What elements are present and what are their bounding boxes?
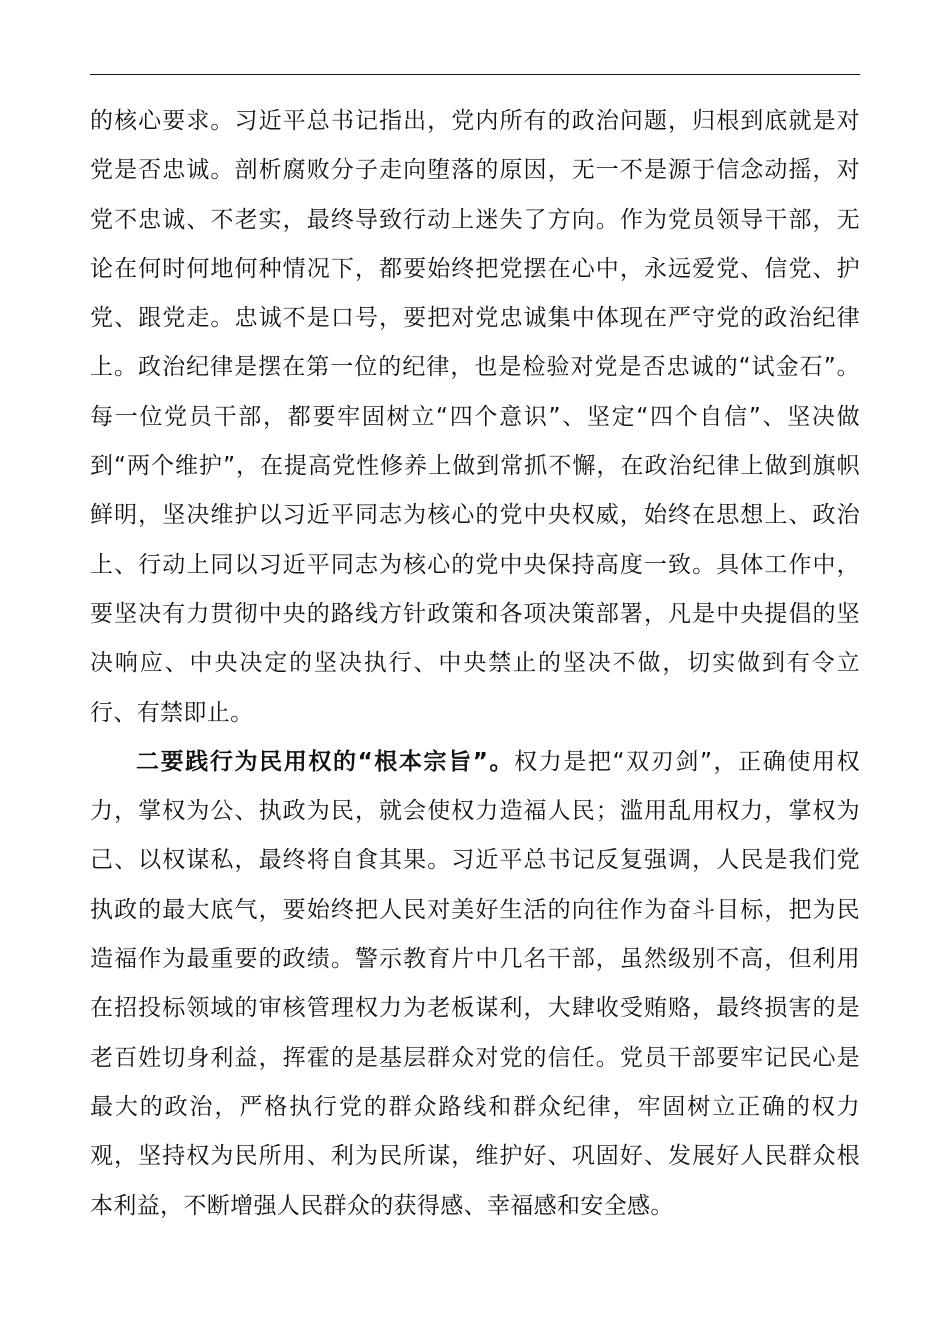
paragraph-1: 的核心要求。习近平总书记指出，党内所有的政治问题，归根到底就是对党是否忠诚。剖析腐败分子走向堕落的原因，无一不是源于信念动摇，对党不忠诚、不老实，最终导致行动上迷失了方向。作为党员领导干部，无论在何时何地何种情况下，都要始终把党摆在心中，永远爱党、信党、护党、跟党走。忠诚不是口号，要把对党忠诚集中体现在严守党的政治纪律上。政治纪律是摆在第一位的纪律，也是检验对党是否忠诚的“试金石”。每一位党员干部，都要牢固树立“四个意识”、坚定“四个自信”、坚决做到“两个维护”，在提高党性修养上做到常抓不懈，在政治纪律上做到旗帜鲜明，坚决维护以习近平同志为核心的党中央权威，始终在思想上、政治上、行动上同以习近平同志为核心的党中央保持高度一致。具体工作中，要坚决有力贯彻中央的路线方针政策和各项决策部署，凡是中央提倡的坚决响应、中央决定的坚决执行、中央禁止的坚决不做，切实做到有令立行、有禁即止。: [90, 108, 860, 726]
header-rule: [90, 74, 860, 75]
paragraph-2: [90, 738, 860, 1231]
document-body: [90, 97, 860, 1231]
paragraph-2-body: 权力是把“双刃剑”，正确使用权力，掌权为公、执政为民，就会使权力造福人民；滥用乱用权力，掌权为己、以权谋私，最终将自食其果。习近平总书记反复强调，人民是我们党执政的最大底气，要始终把人民对美好生活的向往作为奋斗目标，把为民造福作为最重要的政绩。警示教育片中几名干部，虽然级别不高，但利用在招投标领域的审核管理权力为老板谋利，大肆收受贿赂，最终损害的是老百姓切身利益，挥霍的是基层群众对党的信任。党员干部要牢记民心是最大的政治，严格执行党的群众路线和群众纪律，牢固树立正确的权力观，坚持权为民所用、利为民所谋，维护好、巩固好、发展好人民群众根本利益，不断增强人民群众的获得感、幸福感和安全感。: [90, 748, 860, 1219]
paragraph-2-lead: 二要践行为民用权的“根本宗旨”。: [136, 748, 515, 775]
